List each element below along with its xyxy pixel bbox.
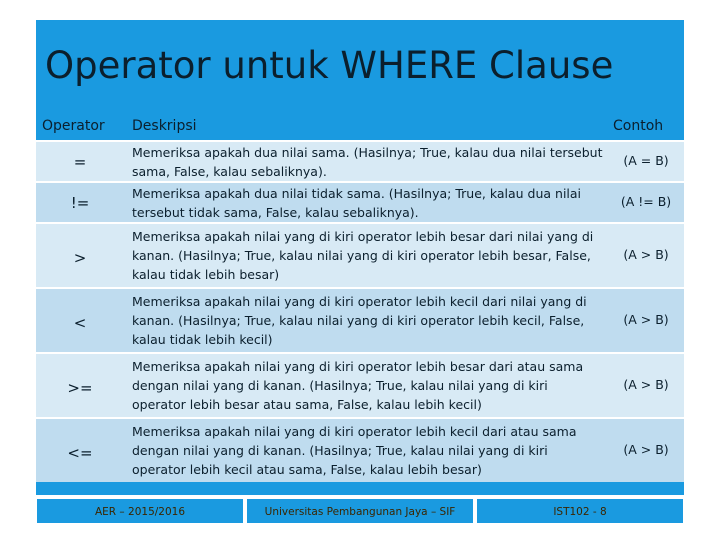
description-cell: Memeriksa apakah dua nilai sama. (Hasilnya; True, kalau dua nilai tersebut sama, False, kalau sebaliknya). <box>132 145 603 179</box>
table-row <box>36 417 684 482</box>
header-deskripsi: Deskripsi <box>132 118 197 134</box>
table-row <box>36 181 684 222</box>
example-cell: (A > B) <box>623 442 669 457</box>
table-row <box>36 352 684 417</box>
example-cell: (A > B) <box>623 312 669 327</box>
footer-right: IST102 - 8 <box>476 498 684 524</box>
footer-center: Universitas Pembangunan Jaya – SIF <box>246 498 474 524</box>
description-cell: Memeriksa apakah nilai yang di kiri operator lebih kecil dari nilai yang di kanan. (Hasilnya; True, kalau nilai yang di kiri operator lebih kecil, False, kalau tidak lebih kecil) <box>132 294 587 347</box>
example-cell: (A = B) <box>623 153 669 168</box>
footer-left: AER – 2015/2016 <box>36 498 244 524</box>
table-row <box>36 222 684 287</box>
description-cell: Memeriksa apakah nilai yang di kiri operator lebih besar dari atau sama dengan nilai yang di kanan. (Hasilnya; True, kalau nilai yang di kiri operator lebih besar atau sama, False, kalau lebih kecil) <box>132 359 584 412</box>
table-row <box>36 140 684 181</box>
example-cell: (A > B) <box>623 377 669 392</box>
operator-cell: <= <box>67 444 93 462</box>
operator-cell: != <box>70 194 90 212</box>
operator-cell: = <box>73 153 87 171</box>
description-cell: Memeriksa apakah dua nilai tidak sama. (Hasilnya; True, kalau dua nilai tersebut tidak sama, False, kalau sebaliknya). <box>132 186 582 220</box>
example-cell: (A > B) <box>623 247 669 262</box>
slide <box>36 20 684 530</box>
table-row <box>36 287 684 352</box>
example-cell: (A != B) <box>620 194 672 209</box>
description-cell: Memeriksa apakah nilai yang di kiri operator lebih besar dari nilai yang di kanan. (Hasilnya; True, kalau nilai yang di kiri operator lebih besar, False, kalau tidak lebih besar) <box>132 229 594 282</box>
title-bar <box>36 20 684 112</box>
description-cell: Memeriksa apakah nilai yang di kiri operator lebih kecil dari atau sama dengan nilai yang di kanan. (Hasilnya; True, kalau nilai yang di kiri operator lebih kecil atau sama, False, kalau lebih besar) <box>132 424 577 477</box>
operator-cell: > <box>73 249 87 267</box>
operator-cell: < <box>73 314 87 332</box>
slide-title: Operator untuk WHERE Clause <box>45 44 614 87</box>
header-contoh: Contoh <box>613 118 664 134</box>
operator-cell: >= <box>67 379 93 397</box>
operator-table <box>36 112 684 495</box>
header-operator: Operator <box>42 118 105 134</box>
